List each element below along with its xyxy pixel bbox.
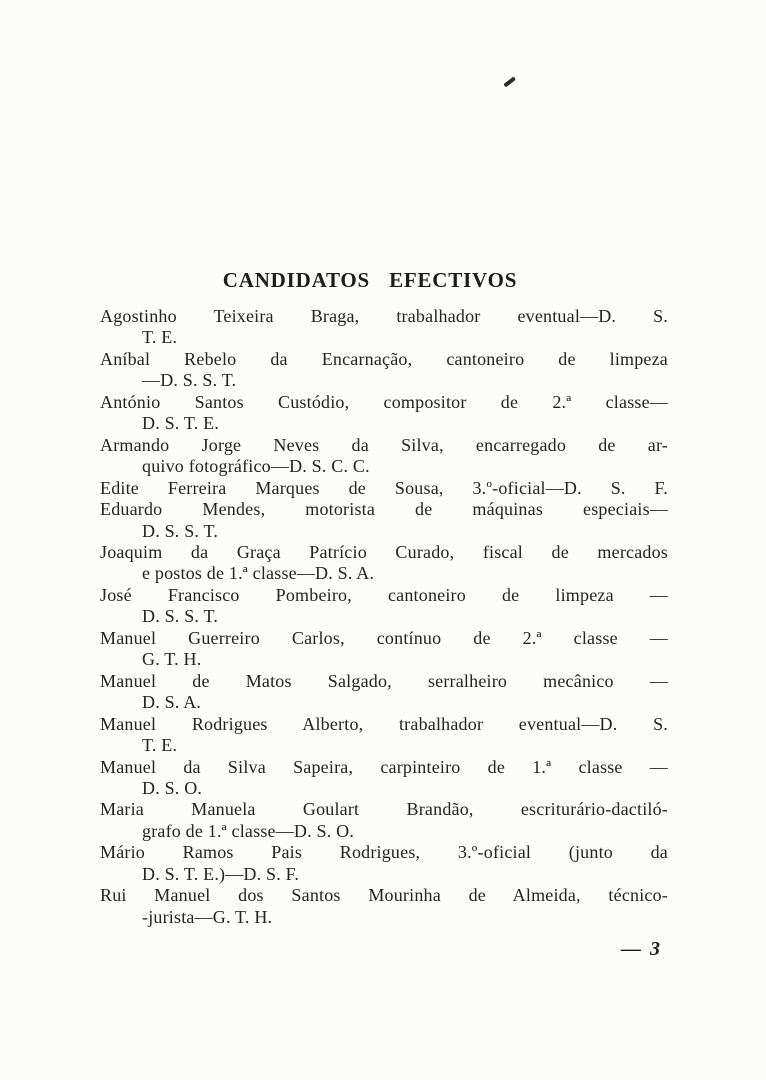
entry-line: Armando Jorge Neves da Silva, encarregado de ar- bbox=[100, 434, 668, 455]
list-item bbox=[100, 671, 668, 714]
entry-line: Rui Manuel dos Santos Mourinha de Almeida, técnico- bbox=[100, 885, 668, 906]
list-item bbox=[100, 392, 668, 435]
entry-line: Manuel Rodrigues Alberto, trabalhador eventual—D. S. bbox=[100, 713, 668, 734]
entry-line: Eduardo Mendes, motorista de máquinas especiais— bbox=[100, 499, 668, 520]
list-item bbox=[100, 349, 668, 392]
entry-line: e postos de 1.ª classe—D. S. A. bbox=[142, 563, 375, 584]
list-item bbox=[100, 757, 668, 800]
list-item bbox=[100, 435, 668, 478]
entry-line: —D. S. S. T. bbox=[142, 370, 237, 391]
candidates-list bbox=[100, 306, 668, 928]
entry-line: grafo de 1.ª classe—D. S. O. bbox=[142, 820, 355, 841]
list-item bbox=[100, 478, 668, 499]
entry-line: -jurista—G. T. H. bbox=[142, 906, 273, 927]
entry-line: António Santos Custódio, compositor de 2.ª classe— bbox=[100, 391, 668, 412]
list-item bbox=[100, 499, 668, 542]
list-item bbox=[100, 799, 668, 842]
entry-line: T. E. bbox=[142, 327, 178, 348]
entry-line: D. S. O. bbox=[142, 777, 203, 798]
entry-line: G. T. H. bbox=[142, 649, 202, 670]
entry-line: D. S. S. T. bbox=[142, 606, 219, 627]
list-item bbox=[100, 842, 668, 885]
entry-line: Agostinho Teixeira Braga, trabalhador eventual—D. S. bbox=[100, 306, 668, 326]
entry-line: Joaquim da Graça Patrício Curado, fiscal de mercados bbox=[100, 541, 668, 562]
entry-line: Manuel de Matos Salgado, serralheiro mecânico — bbox=[100, 670, 668, 691]
ink-speck bbox=[503, 76, 515, 87]
entry-line: Maria Manuela Goulart Brandão, escriturário-dactiló- bbox=[100, 799, 668, 820]
page-title: CANDIDATOS EFECTIVOS bbox=[222, 268, 518, 292]
page-number: — 3 bbox=[621, 938, 662, 960]
entry-line: Edite Ferreira Marques de Sousa, 3.º-oficial—D. S. F. bbox=[100, 477, 668, 498]
list-item bbox=[100, 306, 668, 349]
list-item bbox=[100, 585, 668, 628]
entry-line: Aníbal Rebelo da Encarnação, cantoneiro de limpeza bbox=[100, 348, 668, 369]
entry-line: D. S. T. E. bbox=[142, 413, 220, 434]
list-item bbox=[100, 628, 668, 671]
entry-line: Manuel Guerreiro Carlos, contínuo de 2.ª classe — bbox=[100, 627, 668, 648]
entry-line: José Francisco Pombeiro, cantoneiro de limpeza — bbox=[100, 584, 668, 605]
entry-line: Mário Ramos Pais Rodrigues, 3.º-oficial (junto da bbox=[100, 842, 668, 863]
entry-line: D. S. T. E.)—D. S. F. bbox=[142, 863, 300, 884]
entry-line: T. E. bbox=[142, 735, 178, 756]
list-item bbox=[100, 542, 668, 585]
entry-line: quivo fotográfico—D. S. C. C. bbox=[142, 456, 370, 477]
entry-line: D. S. A. bbox=[142, 692, 202, 713]
list-item bbox=[100, 714, 668, 757]
list-item bbox=[100, 885, 668, 928]
entry-line: Manuel da Silva Sapeira, carpinteiro de 1.ª classe — bbox=[100, 756, 668, 777]
entry-line: D. S. S. T. bbox=[142, 520, 219, 541]
